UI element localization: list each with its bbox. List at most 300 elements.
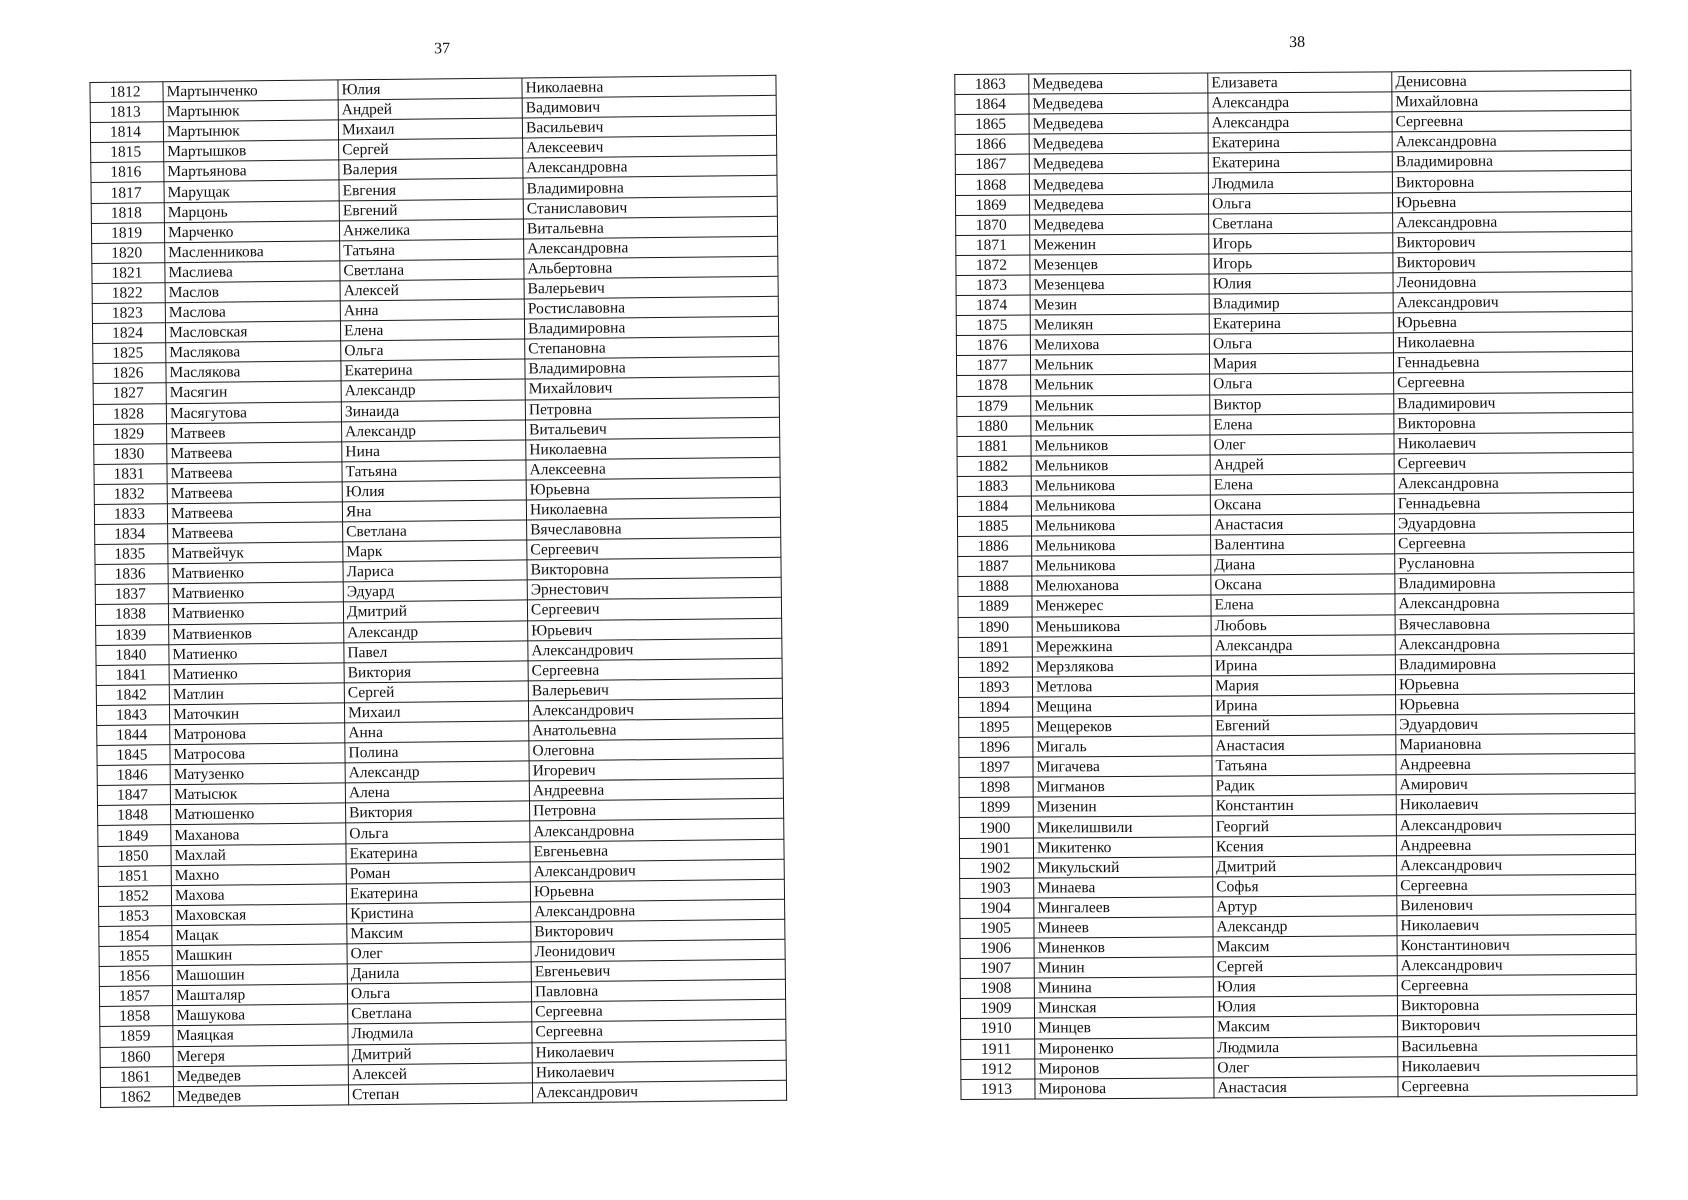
first-name-cell: Радик <box>1212 775 1396 796</box>
patronymic-cell: Константинович <box>1397 934 1636 956</box>
record-number-cell: 1827 <box>93 383 166 404</box>
record-number-cell: 1876 <box>956 335 1030 356</box>
patronymic-cell: Сергеевна <box>1398 1075 1637 1097</box>
surname-cell: Матлин <box>169 683 344 705</box>
record-number-cell: 1814 <box>90 122 163 143</box>
patronymic-cell: Николаевич <box>1397 914 1636 936</box>
surname-cell: Машталяр <box>172 984 347 1006</box>
surname-cell: Меньшикова <box>1032 615 1211 636</box>
patronymic-cell: Николаевна <box>526 497 780 520</box>
first-name-cell: Павел <box>344 641 528 663</box>
first-name-cell: Алена <box>345 781 529 803</box>
record-number-cell: 1872 <box>956 255 1030 276</box>
patronymic-cell: Сергеевна <box>1395 533 1634 555</box>
record-number-cell: 1871 <box>956 235 1030 256</box>
first-name-cell: Степан <box>348 1083 532 1105</box>
patronymic-cell: Амирович <box>1396 774 1635 796</box>
patronymic-cell: Юрьевна <box>526 477 780 500</box>
patronymic-cell: Станиславович <box>523 196 777 219</box>
record-number-cell: 1885 <box>957 516 1031 537</box>
record-number-cell: 1830 <box>94 443 167 464</box>
patronymic-cell: Николаевич <box>1396 794 1635 816</box>
record-number-cell: 1870 <box>956 215 1030 236</box>
record-number-cell: 1844 <box>97 725 170 746</box>
record-number-cell: 1828 <box>93 403 166 424</box>
first-name-cell: Ольга <box>1209 333 1393 354</box>
first-name-cell: Оксана <box>1211 574 1395 595</box>
record-number-cell: 1886 <box>958 536 1032 557</box>
patronymic-cell: Альбертовна <box>524 256 778 279</box>
patronymic-cell: Владимировна <box>1395 653 1634 675</box>
surname-cell: Матвеева <box>167 502 342 524</box>
record-number-cell: 1884 <box>957 496 1031 517</box>
first-name-cell: Софья <box>1213 876 1397 897</box>
record-number-cell: 1825 <box>93 343 166 364</box>
first-name-cell: Юлия <box>342 480 526 502</box>
first-name-cell: Ольга <box>347 982 531 1004</box>
first-name-cell: Елена <box>1210 474 1394 495</box>
first-name-cell: Александра <box>1208 112 1392 133</box>
surname-cell: Мельникова <box>1031 475 1210 496</box>
page-left <box>89 33 786 1108</box>
patronymic-cell: Владимировна <box>1392 151 1631 173</box>
record-number-cell: 1912 <box>961 1059 1035 1080</box>
surname-cell: Матюшенко <box>171 803 346 825</box>
patronymic-cell: Леонидович <box>531 939 785 962</box>
first-name-cell: Татьяна <box>1212 755 1396 776</box>
surname-cell: Матузенко <box>170 763 345 785</box>
record-number-cell: 1877 <box>956 355 1030 376</box>
record-number-cell: 1840 <box>96 644 169 665</box>
surname-cell: Мельник <box>1031 415 1210 436</box>
first-name-cell: Людмила <box>1208 172 1392 193</box>
surname-cell: Маслякова <box>166 341 341 363</box>
patronymic-cell: Юрьевна <box>1396 693 1635 715</box>
surname-cell: Матвиенков <box>169 622 344 644</box>
record-number-cell: 1882 <box>957 456 1031 477</box>
first-name-cell: Анастасия <box>1210 514 1394 535</box>
patronymic-cell: Олеговна <box>529 738 783 761</box>
first-name-cell: Зинаида <box>341 399 525 421</box>
record-number-cell: 1905 <box>960 918 1034 939</box>
first-name-cell: Алексей <box>348 1063 532 1085</box>
patronymic-cell: Владимировна <box>523 176 777 199</box>
first-name-cell: Александр <box>342 420 526 442</box>
patronymic-cell: Николаевна <box>522 75 776 98</box>
surname-cell: Мельник <box>1030 354 1209 375</box>
patronymic-cell: Александровна <box>1395 633 1634 655</box>
first-name-cell: Юлия <box>1213 976 1397 997</box>
record-number-cell: 1847 <box>97 785 170 806</box>
first-name-cell: Дмитрий <box>1213 855 1397 876</box>
first-name-cell: Екатерина <box>341 359 525 381</box>
record-number-cell: 1867 <box>955 154 1029 175</box>
patronymic-cell: Анатольевна <box>529 718 783 741</box>
first-name-cell: Екатерина <box>346 882 530 904</box>
first-name-cell: Анастасия <box>1214 1076 1398 1097</box>
patronymic-cell: Викторовна <box>1394 412 1633 434</box>
patronymic-cell: Виленович <box>1397 894 1636 916</box>
first-name-cell: Елена <box>1211 594 1395 615</box>
first-name-cell: Нина <box>342 440 526 462</box>
surname-cell: Миронова <box>1035 1078 1214 1099</box>
patronymic-cell: Александрович <box>1393 291 1632 313</box>
first-name-cell: Татьяна <box>342 460 526 482</box>
patronymic-cell: Викторович <box>531 919 785 942</box>
surname-cell: Минеев <box>1034 917 1213 938</box>
patronymic-cell: Петровна <box>525 397 779 420</box>
surname-cell: Медведева <box>1030 214 1209 235</box>
record-number-cell: 1852 <box>98 885 171 906</box>
surname-cell: Минцев <box>1035 1017 1214 1038</box>
first-name-cell: Оксана <box>1210 494 1394 515</box>
patronymic-cell: Петровна <box>529 799 783 822</box>
first-name-cell: Эдуард <box>343 580 527 602</box>
patronymic-cell: Юрьевна <box>1395 673 1634 695</box>
record-number-cell: 1900 <box>959 817 1033 838</box>
surname-cell: Маслиева <box>165 261 340 283</box>
patronymic-cell: Андреевна <box>1396 754 1635 776</box>
patronymic-cell: Николаевич <box>532 1040 786 1063</box>
record-number-cell: 1845 <box>97 745 170 766</box>
patronymic-cell: Михайлович <box>525 377 779 400</box>
first-name-cell: Артур <box>1213 896 1397 917</box>
surname-cell: Мещина <box>1033 696 1212 717</box>
first-name-cell: Анна <box>340 299 524 321</box>
record-number-cell: 1841 <box>96 664 169 685</box>
record-number-cell: 1899 <box>959 797 1033 818</box>
surname-cell: Минская <box>1034 997 1213 1018</box>
first-name-cell: Сергей <box>339 138 523 160</box>
first-name-cell: Виктория <box>344 661 528 683</box>
surname-cell: Матвиенко <box>168 562 343 584</box>
first-name-cell: Анжелика <box>339 219 523 241</box>
record-number-cell: 1826 <box>93 363 166 384</box>
first-name-cell: Ирина <box>1211 655 1395 676</box>
surname-cell: Мережкина <box>1032 636 1211 657</box>
first-name-cell: Елена <box>340 319 524 341</box>
patronymic-cell: Александровна <box>530 819 784 842</box>
surname-cell: Миненков <box>1034 937 1213 958</box>
first-name-cell: Анастасия <box>1212 735 1396 756</box>
record-number-cell: 1832 <box>94 484 167 505</box>
surname-cell: Мигачева <box>1033 756 1212 777</box>
surname-cell: Матвейчук <box>168 542 343 564</box>
surname-cell: Мерзлякова <box>1032 656 1211 677</box>
record-number-cell: 1842 <box>96 685 169 706</box>
surname-cell: Мегеря <box>173 1044 348 1066</box>
record-number-cell: 1907 <box>960 958 1034 979</box>
record-number-cell: 1862 <box>100 1086 173 1107</box>
record-number-cell: 1898 <box>959 777 1033 798</box>
patronymic-cell: Александровна <box>531 899 785 922</box>
record-number-cell: 1878 <box>957 375 1031 396</box>
patronymic-cell: Сергеевна <box>1394 372 1633 394</box>
patronymic-cell: Викторович <box>1393 231 1632 253</box>
record-number-cell: 1834 <box>95 524 168 545</box>
patronymic-cell: Алексеевич <box>523 136 777 159</box>
patronymic-cell: Александрович <box>530 859 784 882</box>
first-name-cell: Полина <box>345 741 529 763</box>
patronymic-cell: Александрович <box>1397 854 1636 876</box>
first-name-cell: Олег <box>347 942 531 964</box>
record-number-cell: 1812 <box>90 82 163 103</box>
patronymic-cell: Викторович <box>1398 1015 1637 1037</box>
first-name-cell: Екатерина <box>1209 313 1393 334</box>
surname-cell: Мелюханова <box>1032 575 1211 596</box>
patronymic-cell: Мариановна <box>1396 733 1635 755</box>
record-number-cell: 1909 <box>960 998 1034 1019</box>
table-row <box>961 1075 1637 1099</box>
record-number-cell: 1846 <box>97 765 170 786</box>
record-number-cell: 1880 <box>957 416 1031 437</box>
first-name-cell: Александр <box>341 379 525 401</box>
surname-cell: Мельник <box>1031 374 1210 395</box>
first-name-cell: Светлана <box>348 1002 532 1024</box>
patronymic-cell: Юрьевич <box>528 618 782 641</box>
patronymic-cell: Владимировна <box>525 357 779 380</box>
patronymic-cell: Юрьевна <box>530 879 784 902</box>
surname-cell: Матиенко <box>169 642 344 664</box>
patronymic-cell: Леонидовна <box>1393 271 1632 293</box>
record-number-cell: 1883 <box>957 476 1031 497</box>
patronymic-cell: Сергеевич <box>527 537 781 560</box>
record-number-cell: 1891 <box>958 637 1032 658</box>
register-table <box>954 70 1637 1100</box>
record-number-cell: 1839 <box>96 624 169 645</box>
patronymic-cell: Витальевич <box>525 417 779 440</box>
patronymic-cell: Сергеевич <box>527 598 781 621</box>
first-name-cell: Виктор <box>1210 393 1394 414</box>
surname-cell: Масленникова <box>165 241 340 263</box>
page-right <box>954 28 1637 1100</box>
surname-cell: Медведева <box>1029 93 1208 114</box>
first-name-cell: Роман <box>346 862 530 884</box>
record-number-cell: 1865 <box>955 114 1029 135</box>
surname-cell: Медведева <box>1029 194 1208 215</box>
first-name-cell: Олег <box>1214 1056 1398 1077</box>
record-number-cell: 1868 <box>955 175 1029 196</box>
record-number-cell: 1913 <box>961 1079 1035 1100</box>
patronymic-cell: Александрович <box>528 638 782 661</box>
surname-cell: Микелишвили <box>1033 816 1212 837</box>
record-number-cell: 1911 <box>961 1039 1035 1060</box>
first-name-cell: Владимир <box>1209 293 1393 314</box>
record-number-cell: 1897 <box>959 757 1033 778</box>
surname-cell: Мартынченко <box>163 80 338 102</box>
first-name-cell: Лариса <box>343 560 527 582</box>
record-number-cell: 1901 <box>959 838 1033 859</box>
patronymic-cell: Александровна <box>1393 211 1632 233</box>
patronymic-cell: Викторович <box>1393 251 1632 273</box>
record-number-cell: 1888 <box>958 576 1032 597</box>
patronymic-cell: Валерьевич <box>528 678 782 701</box>
surname-cell: Матвиенко <box>168 582 343 604</box>
patronymic-cell: Сергеевна <box>1397 975 1636 997</box>
first-name-cell: Татьяна <box>340 239 524 261</box>
surname-cell: Мингалеев <box>1034 897 1213 918</box>
first-name-cell: Александра <box>1208 92 1392 113</box>
surname-cell: Махно <box>171 864 346 886</box>
first-name-cell: Андрей <box>338 98 522 120</box>
first-name-cell: Юлия <box>1209 273 1393 294</box>
surname-cell: Мельник <box>1031 394 1210 415</box>
patronymic-cell: Викторовна <box>527 558 781 581</box>
patronymic-cell: Викторовна <box>1392 171 1631 193</box>
surname-cell: Махова <box>171 884 346 906</box>
record-number-cell: 1895 <box>959 717 1033 738</box>
first-name-cell: Светлана <box>1209 212 1393 233</box>
record-number-cell: 1896 <box>959 737 1033 758</box>
patronymic-cell: Николаевна <box>526 437 780 460</box>
surname-cell: Матвеева <box>167 462 342 484</box>
surname-cell: Маслякова <box>166 361 341 383</box>
record-number-cell: 1849 <box>98 825 171 846</box>
patronymic-cell: Александровна <box>1395 593 1634 615</box>
first-name-cell: Анна <box>345 721 529 743</box>
first-name-cell: Максим <box>347 922 531 944</box>
surname-cell: Медведева <box>1029 113 1208 134</box>
first-name-cell: Евгений <box>339 199 523 221</box>
first-name-cell: Александр <box>1213 916 1397 937</box>
surname-cell: Мельников <box>1031 455 1210 476</box>
record-number-cell: 1889 <box>958 596 1032 617</box>
surname-cell: Машошин <box>172 964 347 986</box>
record-number-cell: 1822 <box>92 283 165 304</box>
surname-cell: Медведева <box>1029 133 1208 154</box>
surname-cell: Мельникова <box>1031 495 1210 516</box>
first-name-cell: Максим <box>1214 1016 1398 1037</box>
patronymic-cell: Алексеевна <box>526 457 780 480</box>
first-name-cell: Ольга <box>341 339 525 361</box>
surname-cell: Менжерес <box>1032 595 1211 616</box>
first-name-cell: Ксения <box>1212 835 1396 856</box>
patronymic-cell: Сергеевна <box>528 658 782 681</box>
record-number-cell: 1860 <box>100 1046 173 1067</box>
surname-cell: Марущак <box>164 180 339 202</box>
first-name-cell: Яна <box>342 500 526 522</box>
first-name-cell: Ольга <box>346 821 530 843</box>
surname-cell: Матиенко <box>169 663 344 685</box>
first-name-cell: Елена <box>1210 413 1394 434</box>
record-number-cell: 1853 <box>99 906 172 927</box>
record-number-cell: 1850 <box>98 845 171 866</box>
surname-cell: Маслова <box>165 301 340 323</box>
record-number-cell: 1848 <box>98 805 171 826</box>
surname-cell: Мартышков <box>164 140 339 162</box>
first-name-cell: Игорь <box>1209 233 1393 254</box>
surname-cell: Мизенин <box>1033 796 1212 817</box>
surname-cell: Мигаль <box>1033 736 1212 757</box>
patronymic-cell: Сергеевна <box>532 1000 786 1023</box>
record-number-cell: 1823 <box>92 303 165 324</box>
patronymic-cell: Геннадьевна <box>1394 492 1633 514</box>
patronymic-cell: Эдуардович <box>1396 713 1635 735</box>
surname-cell: Маховская <box>172 904 347 926</box>
record-number-cell: 1824 <box>92 323 165 344</box>
record-number-cell: 1817 <box>91 182 164 203</box>
surname-cell: Матвеева <box>167 442 342 464</box>
patronymic-cell: Владимировна <box>524 316 778 339</box>
surname-cell: Матвиенко <box>168 602 343 624</box>
record-number-cell: 1854 <box>99 926 172 947</box>
patronymic-cell: Евгеньевна <box>530 839 784 862</box>
record-number-cell: 1835 <box>95 544 168 565</box>
first-name-cell: Валентина <box>1211 534 1395 555</box>
surname-cell: Марченко <box>164 221 339 243</box>
patronymic-cell: Евгеньевич <box>531 959 785 982</box>
record-number-cell: 1816 <box>91 162 164 183</box>
first-name-cell: Евгений <box>1212 715 1396 736</box>
first-name-cell: Ирина <box>1212 695 1396 716</box>
surname-cell: Мельникова <box>1032 555 1211 576</box>
record-number-cell: 1866 <box>955 134 1029 155</box>
surname-cell: Медведев <box>173 1064 348 1086</box>
first-name-cell: Мария <box>1211 675 1395 696</box>
record-number-cell: 1902 <box>960 858 1034 879</box>
surname-cell: Меликян <box>1030 314 1209 335</box>
first-name-cell: Елизавета <box>1208 72 1392 93</box>
first-name-cell: Андрей <box>1210 454 1394 475</box>
surname-cell: Медведева <box>1029 73 1208 94</box>
surname-cell: Минин <box>1034 957 1213 978</box>
patronymic-cell: Александрович <box>1396 814 1635 836</box>
patronymic-cell: Эдуардовна <box>1394 512 1633 534</box>
patronymic-cell: Николаевич <box>1394 432 1633 454</box>
first-name-cell: Виктория <box>346 801 530 823</box>
patronymic-cell: Денисовна <box>1392 70 1631 92</box>
patronymic-cell: Васильевич <box>522 115 776 138</box>
patronymic-cell: Николаевич <box>532 1060 786 1083</box>
first-name-cell: Сергей <box>1213 956 1397 977</box>
patronymic-cell: Николаевич <box>1398 1055 1637 1077</box>
surname-cell: Мартынюк <box>163 100 338 122</box>
patronymic-cell: Юрьевна <box>1392 191 1631 213</box>
surname-cell: Маяцкая <box>173 1024 348 1046</box>
record-number-cell: 1894 <box>959 697 1033 718</box>
record-number-cell: 1838 <box>95 604 168 625</box>
first-name-cell: Олег <box>1210 434 1394 455</box>
patronymic-cell: Владимирович <box>1394 392 1633 414</box>
patronymic-cell: Вячеславовна <box>1395 613 1634 635</box>
surname-cell: Мартынюк <box>163 120 338 142</box>
first-name-cell: Екатерина <box>1208 132 1392 153</box>
record-number-cell: 1818 <box>91 202 164 223</box>
record-number-cell: 1879 <box>957 396 1031 417</box>
record-number-cell: 1864 <box>955 94 1029 115</box>
first-name-cell: Людмила <box>348 1022 532 1044</box>
surname-cell: Матросова <box>170 743 345 765</box>
record-number-cell: 1890 <box>958 617 1032 638</box>
first-name-cell: Александр <box>344 620 528 642</box>
surname-cell: Махлай <box>171 843 346 865</box>
surname-cell: Мельникова <box>1032 535 1211 556</box>
record-number-cell: 1843 <box>96 705 169 726</box>
first-name-cell: Валерия <box>339 158 523 180</box>
patronymic-cell: Александровна <box>524 236 778 259</box>
record-number-cell: 1869 <box>955 195 1029 216</box>
patronymic-cell: Юрьевна <box>1393 311 1632 333</box>
first-name-cell: Ольга <box>1208 192 1392 213</box>
first-name-cell: Любовь <box>1211 614 1395 635</box>
record-number-cell: 1893 <box>958 677 1032 698</box>
surname-cell: Мигманов <box>1033 776 1212 797</box>
record-number-cell: 1887 <box>958 556 1032 577</box>
first-name-cell: Константин <box>1212 795 1396 816</box>
record-number-cell: 1831 <box>94 463 167 484</box>
first-name-cell: Мария <box>1209 353 1393 374</box>
first-name-cell: Евгения <box>339 178 523 200</box>
